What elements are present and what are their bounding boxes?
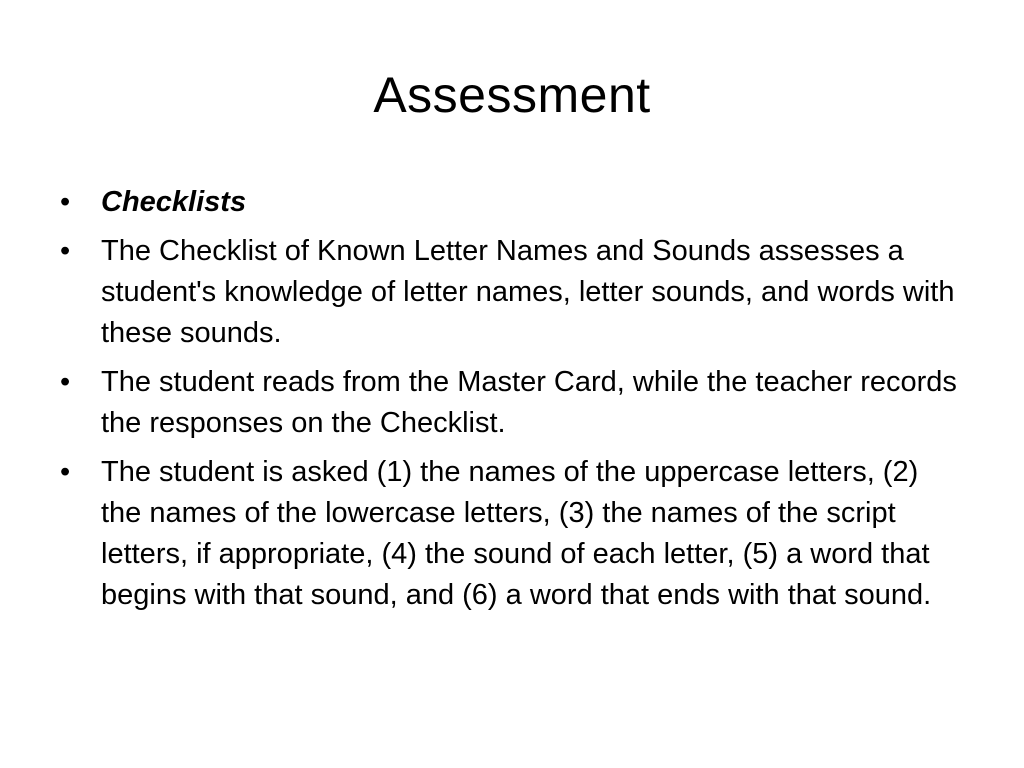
bullet-text: Checklists [101,186,247,218]
bullet-icon: • [60,186,71,218]
bullet-text: The student is asked (1) the names of the uppercase letters, (2) the names of the lowercase letters, (3) the names of the script letters, if appropriate, (4) the sound of each letter, (5) a word that begins with that sound, and (6) a word that ends with that sound. [101,456,932,611]
bullet-icon: • [60,456,71,488]
bullet-icon: • [60,366,71,398]
bullet-list [60,182,960,624]
bullet-text: The student reads from the Master Card, while the teacher records the responses on the Checklist. [101,366,957,439]
bullet-item-checklists [60,182,960,223]
bullet-item-checklist-description [60,231,960,354]
slide-title: Assessment [373,67,651,123]
bullet-icon: • [60,235,71,267]
bullet-item-student-asked [60,452,960,616]
bullet-item-master-card [60,362,960,444]
bullet-text: The Checklist of Known Letter Names and Sounds assesses a student's knowledge of letter names, letter sounds, and words with these sounds. [101,235,955,349]
